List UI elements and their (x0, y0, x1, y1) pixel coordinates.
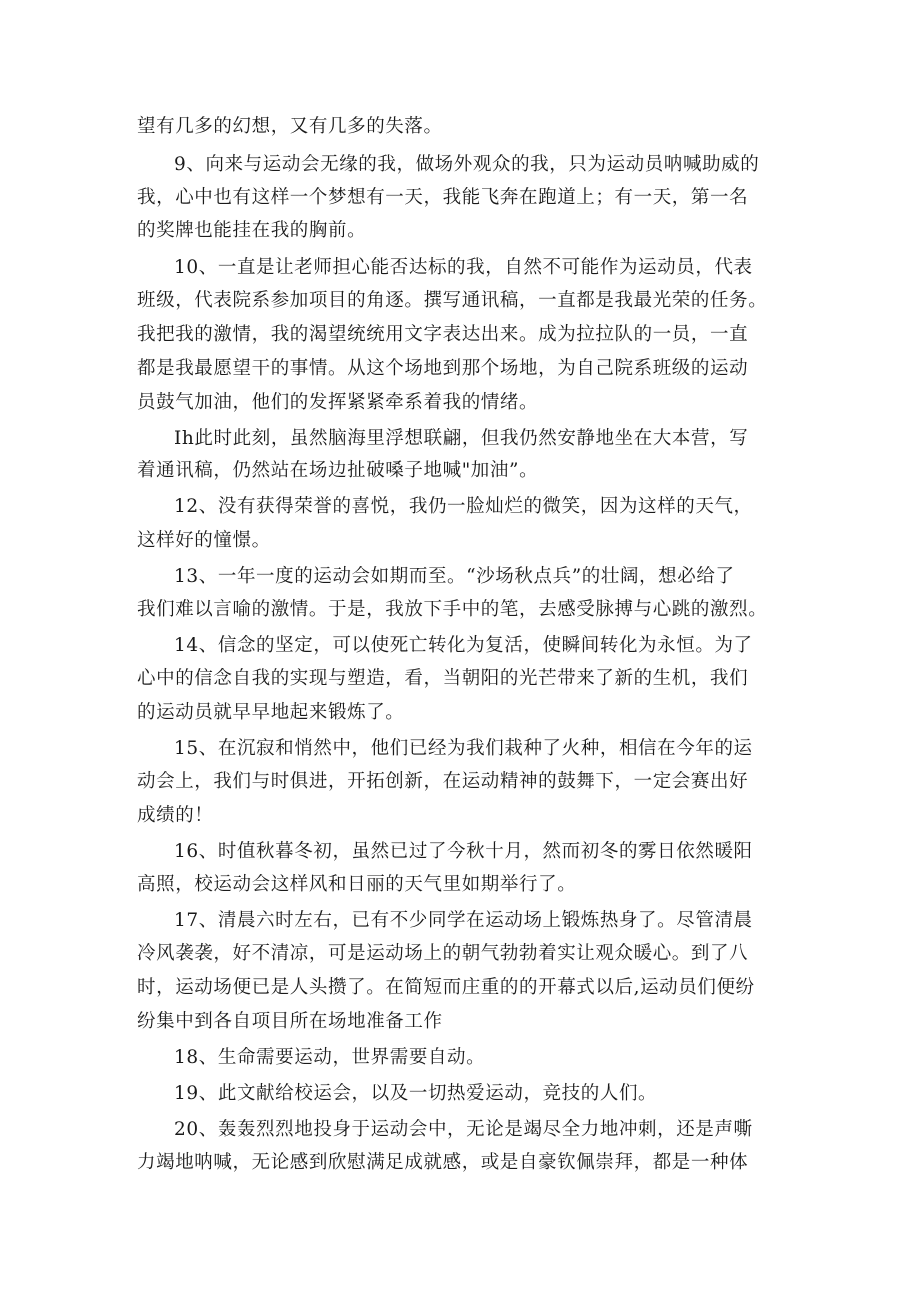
text-line: 心中的信念自我的实现与塑造，看，当朝阳的光芒带来了新的生机，我们 (137, 668, 749, 689)
text-line: 的运动员就早早地起来锻炼了。 (137, 702, 405, 723)
text-line: 10、一直是让老师担心能否达标的我，自然不可能作为运动员，代表 (174, 257, 753, 278)
text-line: 时，运动场便已是人头攒了。在简短而庄重的的开幕式以后,运动员们便纷 (137, 977, 755, 998)
text-line: 14、信念的坚定，可以使死亡转化为复活，使瞬间转化为永恒。为了 (174, 635, 753, 656)
text-line: 高照，校运动会这样风和日丽的天气里如期举行了。 (137, 874, 577, 895)
text-line: 18、生命需要运动，世界需要自动。 (174, 1047, 486, 1068)
text-line: 动会上，我们与时俱进，开拓创新，在运动精神的鼓舞下，一定会赛出好 (137, 771, 749, 792)
text-line: 9、向来与运动会无缘的我，做场外观众的我，只为运动员呐喊助威的 (174, 154, 760, 175)
text-line: 着通讯稿，仍然站在场边扯破嗓子地喊"加油”。 (137, 460, 539, 481)
text-line: 我把我的激情，我的渴望统统用文字表达出来。成为拉拉队的一员，一直 (137, 324, 749, 345)
text-line: 20、轰轰烈烈地投身于运动会中，无论是竭尽全力地冲刺，还是声嘶 (174, 1119, 753, 1140)
text-line: 我们难以言喻的激情。于是，我放下手中的笔，去感受脉搏与心跳的激烈。 (137, 599, 768, 620)
text-line: 17、清晨六时左右，已有不少同学在运动场上锻炼热身了。尽管清晨 (174, 910, 753, 931)
text-line: 望有几多的幻想，又有几多的失落。 (137, 116, 443, 137)
text-line: 我，心中也有这样一个梦想有一天，我能飞奔在跑道上；有一天，第一名 (137, 187, 749, 208)
text-line: 的奖牌也能挂在我的胸前。 (137, 220, 367, 241)
text-line: 13、一年一度的运动会如期而至。“沙场秋点兵”的壮阔，想必给了 (174, 566, 735, 587)
text-line: Ih此时此刻，虽然脑海里浮想联翩，但我仍然安静地坐在大本营，写 (174, 428, 749, 449)
text-line: 成绩的！ (137, 805, 214, 826)
text-line: 16、时值秋暮冬初，虽然已过了今秋十月，然而初冬的雾日依然暖阳 (174, 841, 753, 862)
text-line: 这样好的憧憬。 (137, 530, 271, 551)
text-line: 都是我最愿望干的事情。从这个场地到那个场地，为自己院系班级的运动 (137, 358, 749, 379)
text-line: 15、在沉寂和悄然中，他们已经为我们栽种了火种，相信在今年的运 (174, 738, 753, 759)
text-line: 19、此文献给校运会，以及一切热爱运动，竞技的人们。 (174, 1083, 658, 1104)
text-line: 员鼓气加油，他们的发挥紧紧牵系着我的情绪。 (137, 392, 539, 413)
text-line: 12、没有获得荣誉的喜悦，我仍一脸灿烂的微笑，因为这样的天气， (174, 496, 753, 517)
text-line: 冷风袭袭，好不清凉，可是运动场上的朝气勃勃着实让观众暖心。到了八 (137, 943, 749, 964)
text-line: 纷集中到各自项目所在场地准备工作 (137, 1011, 443, 1032)
text-line: 班级，代表院系参加项目的角逐。撰写通讯稿，一直都是我最光荣的任务。 (137, 290, 768, 311)
text-line: 力竭地呐喊，无论感到欣慰满足成就感，或是自豪钦佩崇拜，都是一种体 (137, 1152, 749, 1173)
